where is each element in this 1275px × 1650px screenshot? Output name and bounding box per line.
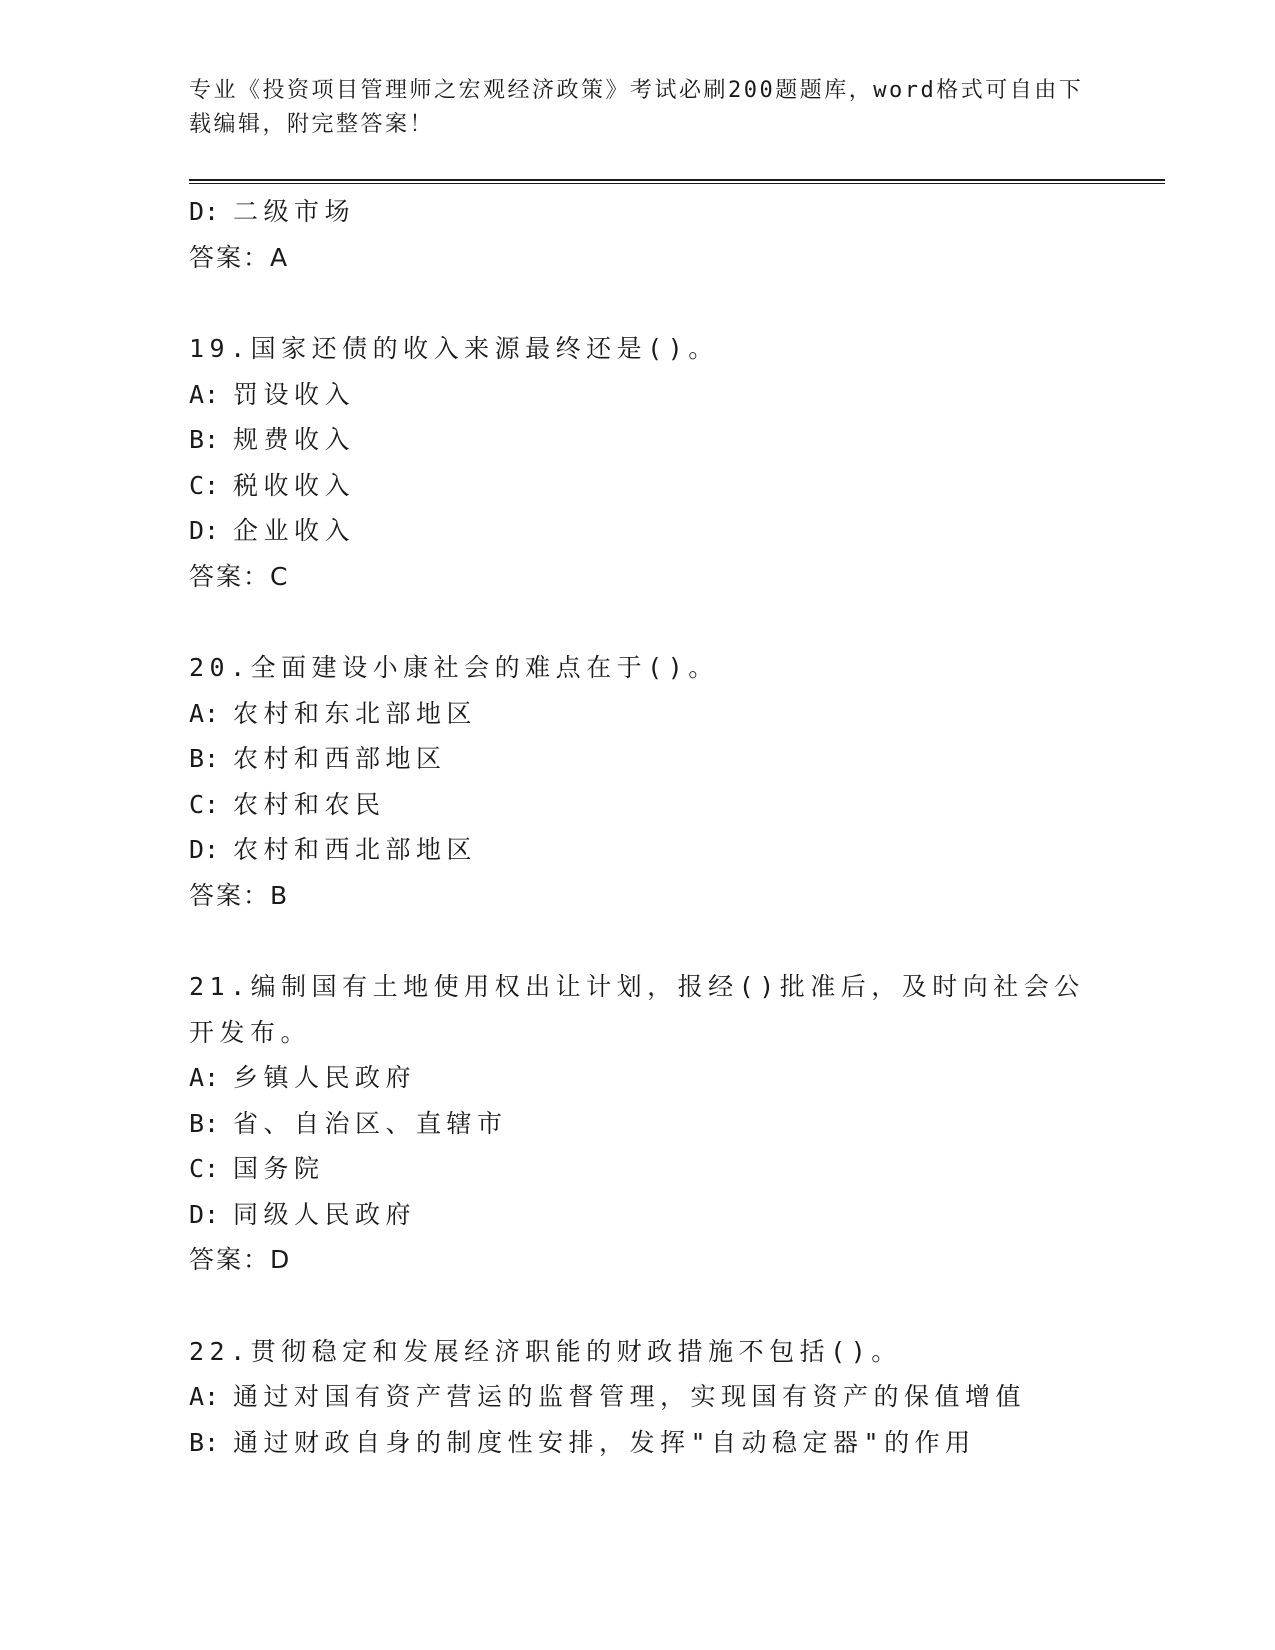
- question-list: [189, 189, 1089, 1465]
- option-a: A: 农村和东北部地区: [189, 698, 478, 728]
- option-b: B: 农村和西部地区: [189, 744, 447, 773]
- option-c: C: 农村和农民: [189, 789, 386, 819]
- option-d: D: 农村和西北部地区: [189, 835, 478, 864]
- header-divider: [189, 179, 1165, 184]
- question-stem: 20.全面建设小康社会的难点在于()。: [189, 653, 719, 682]
- option-a: A: 罚设收入: [189, 379, 356, 409]
- question-stem: 22.贯彻稳定和发展经济职能的财政措施不包括()。: [189, 1336, 902, 1366]
- option-c: C: 税收收入: [189, 470, 356, 500]
- option-b: B: 规费收入: [189, 425, 356, 454]
- option-b: B: 省、自治区、直辖市: [189, 1108, 508, 1138]
- answer-line: 答案：B: [189, 880, 290, 910]
- question-stem: 19.国家还债的收入来源最终还是()。: [189, 334, 719, 363]
- answer-line: 答案：A: [189, 242, 290, 272]
- option-d: D: 二级市场: [189, 197, 356, 226]
- option-d: D: 同级人民政府: [189, 1199, 417, 1229]
- question-stem: 21.编制国有土地使用权出让计划，报经()批准后，及时向社会公开发布。: [189, 972, 1085, 1047]
- option-b: B: 通过财政自身的制度性安排，发挥"自动稳定器"的作用: [189, 1427, 976, 1457]
- page-header: 专业《投资项目管理师之宏观经济政策》考试必刷200题题库，word格式可自由下载编辑，附完整答案！: [189, 78, 1084, 137]
- answer-line: 答案：D: [189, 1245, 292, 1274]
- option-a: A: 通过对国有资产营运的监督管理，实现国有资产的保值增值: [189, 1382, 1027, 1411]
- answer-line: 答案：C: [189, 561, 290, 591]
- option-a: A: 乡镇人民政府: [189, 1063, 417, 1092]
- option-c: C: 国务院: [189, 1154, 325, 1183]
- option-d: D: 企业收入: [189, 516, 356, 545]
